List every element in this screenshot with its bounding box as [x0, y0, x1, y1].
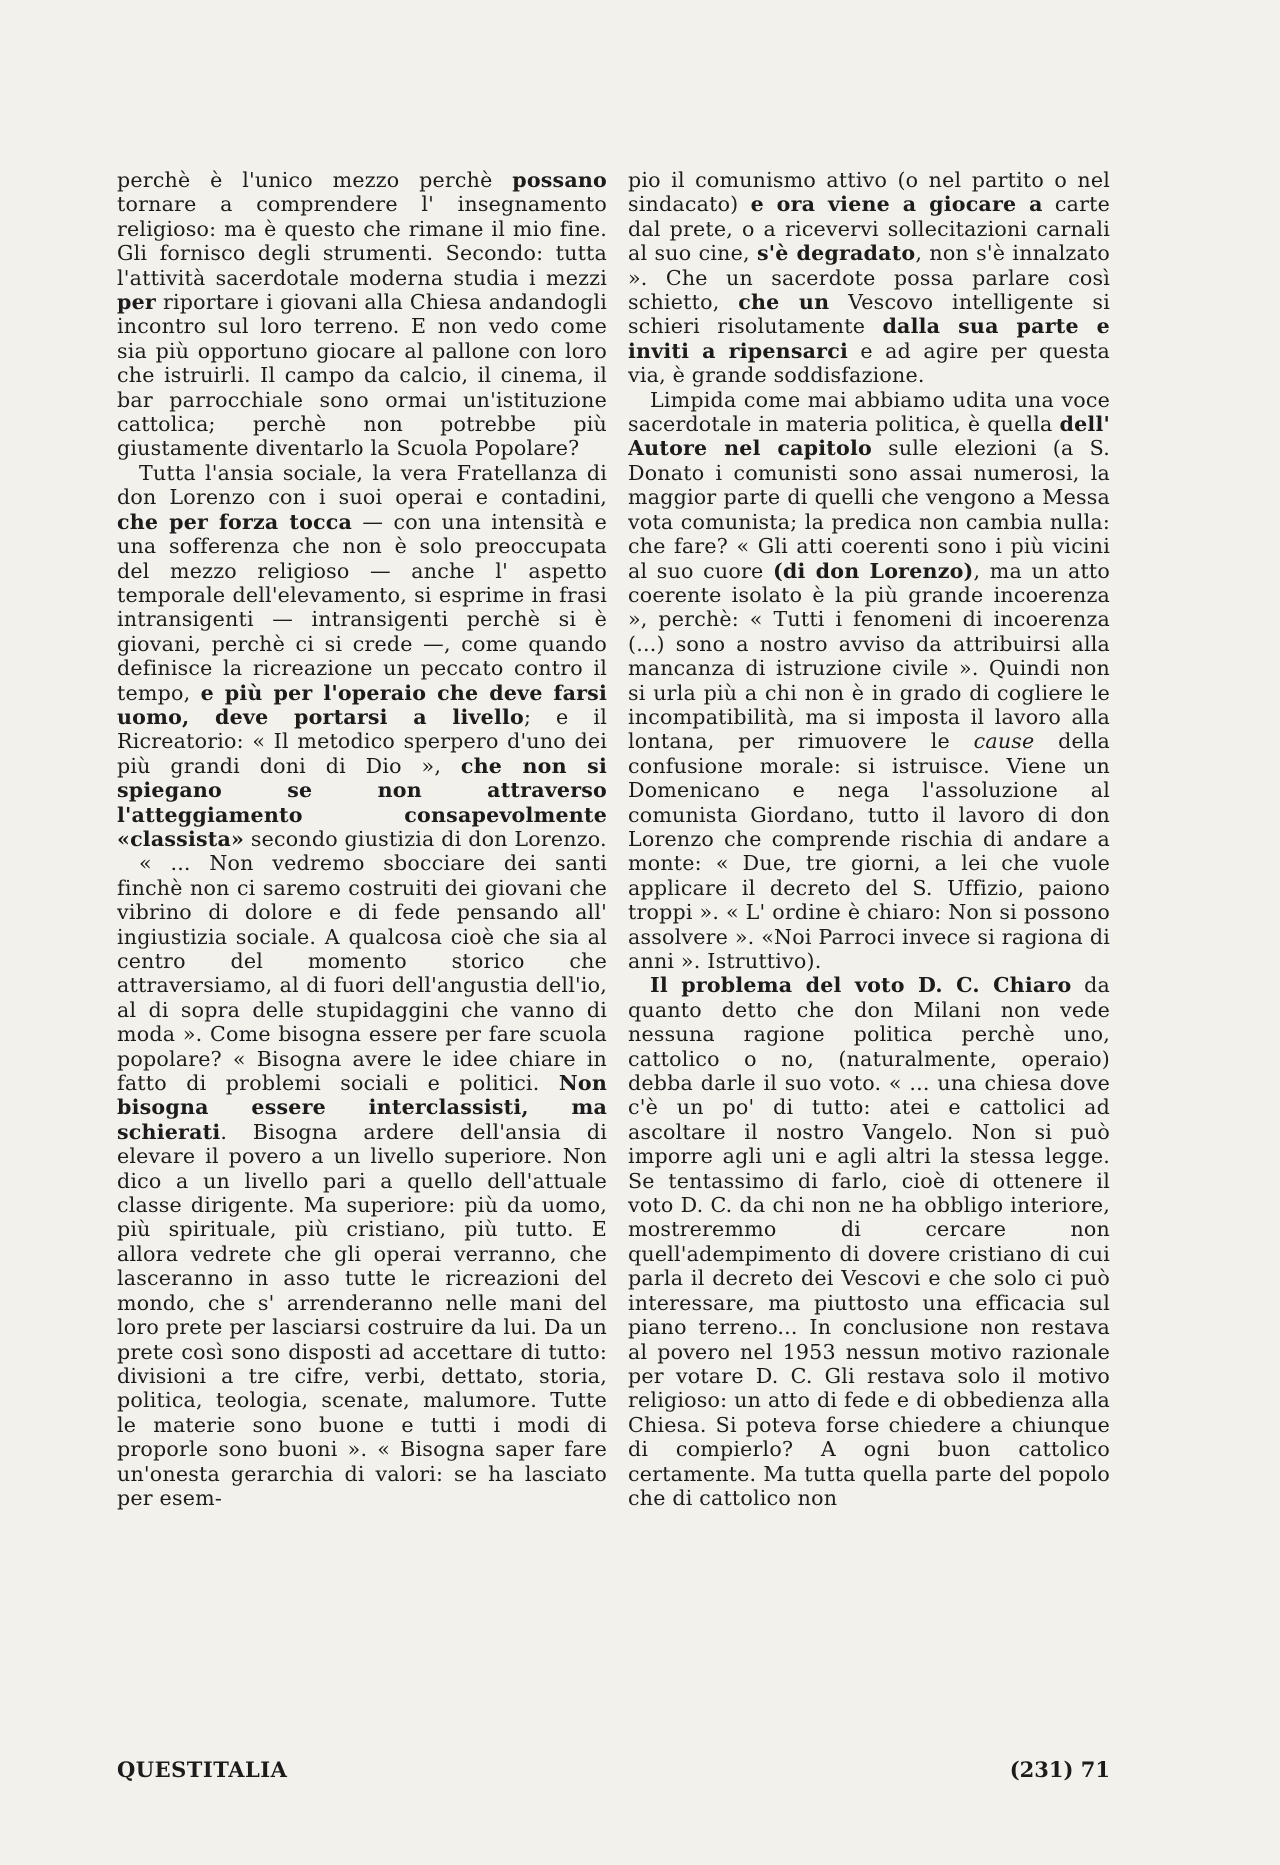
- paragraph: [117, 851, 607, 1510]
- text-run: — con una intensità e una sofferenza che non è solo preoccupata del mezzo religioso — anche l' aspetto temporale dell'elevamento, si esprime in frasi intransigenti — intransigenti perchè si è giovani, perchè ci si crede —, come quando definisce la ricreazione un peccato contro il tempo,: [117, 509, 607, 705]
- text-run: Limpida come mai abbiamo udita una voce sacerdotale in materia politica, è quella: [628, 387, 1110, 437]
- text-run: secondo giustizia di don Lorenzo.: [244, 826, 607, 851]
- text-run: cause: [973, 729, 1035, 754]
- text-run: che un: [738, 290, 830, 315]
- text-run: « ... Non vedremo sbocciare dei santi finchè non ci saremo costruiti dei giovani che vibrino di dolore e di fede pensando all' ingiustizia sociale. A qualcosa cioè che sia al centro del momento storico che attraversiamo, al di fuori dell'angustia dell'io, al di sopra delle stupidaggini che vanno di moda ». Come bisogna essere per fare scuola popolare? « Bisogna avere le idee chiare in fatto di problemi sociali e politici.: [117, 851, 607, 1096]
- text-run: Tutta l'ansia sociale, la vera Fratellanza di don Lorenzo con i suoi operai e contadini,: [117, 460, 607, 510]
- paragraph: [628, 388, 1110, 974]
- paragraph: [628, 168, 1110, 388]
- left-text-column: [117, 168, 607, 1668]
- text-run: e ad agire per questa via, è grande soddisfazione.: [628, 338, 1110, 388]
- text-run: , non s'è innalzato ». Che un sacerdote possa parlare così schietto,: [628, 241, 1110, 315]
- text-run: s'è degradato: [756, 241, 916, 266]
- text-run: . Bisogna ardere dell'ansia di elevare il povero a un livello superiore. Non dico a un livello pari a quello dell'attuale classe dirigente. Ma superiore: più da uomo, più spirituale, più cristiano, più tutto. E allora vedrete che gli operai verranno, che lasceranno in asso tutte le ricreazioni del mondo, che s' arrenderanno nelle mani del loro prete per lasciarsi costruire da lui. Da un prete così sono disposti ad accettare di tutto: divisioni a tre cifre, verbi, dettato, storia, politica, teologia, scenate, malumore. Tutte le materie sono buone e tutti i modi di proporle sono buoni ». « Bisogna saper fare un'onesta gerarchia di valori: se ha lasciato per esem-: [117, 1119, 607, 1510]
- text-run: riportare i giovani alla Chiesa andandogli incontro sul loro terreno. E non vedo come sia più opportuno giocare al pallone con loro che istruirli. Il campo da calcio, il cinema, il bar parrocchiale sono ormai un'istituzione cattolica; perchè non potrebbe più giustamente diventarlo la Scuola Popolare?: [117, 290, 607, 461]
- text-run: Vescovo intelligente si schieri risolutamente: [628, 290, 1110, 339]
- text-run: (di don Lorenzo): [772, 558, 974, 583]
- text-run: possano: [512, 168, 607, 192]
- text-run: dell' Autore nel capitolo: [628, 412, 1110, 461]
- text-run: e ora viene a giocare a: [750, 192, 1043, 217]
- text-run: , ma un atto coerente isolato è la più grande incoerenza », perchè: « Tutti i fenomeni di incoerenza (...) sono a nostro avviso da attribuirsi alla mancanza di istruzione civile ». Quindi non si urla più a chi non è in grado di cogliere le incompatibilità, ma si imposta il lavoro alla lontana, per rimuovere le: [628, 558, 1110, 754]
- text-run: della confusione morale: si istruisce. Viene un Domenicano e nega l'assoluzione al comunista Giordano, tutto il lavoro di don Lorenzo che comprende rischia di andare a monte: « Due, tre giorni, a lei che vuole applicare il decreto del S. Uffizio, paiono troppi ». « L' ordine è chiaro: Non si possono assolvere ». «Noi Parroci invece si ragiona di anni ». Istruttivo).: [628, 729, 1110, 973]
- paragraph: [117, 461, 607, 852]
- journal-name: QUESTITALIA: [117, 1757, 288, 1782]
- text-run: che per forza tocca: [117, 509, 353, 534]
- text-run: pio il comunismo attivo (o nel partito o nel sindacato): [628, 168, 1110, 217]
- text-run: che non si spiegano se non attraverso l'atteggiamento consapevolmente «classista»: [117, 753, 607, 851]
- text-run: Il problema del voto D. C. Chiaro: [650, 973, 1072, 998]
- text-run: ; e il Ricreatorio: « Il metodico sperpero d'uno dei più grandi doni di Dio »,: [117, 704, 607, 778]
- text-run: Non bisogna essere interclassisti, ma schierati: [117, 1071, 607, 1144]
- text-run: dalla sua parte e inviti a ripensarci: [628, 314, 1110, 363]
- text-run: tornare a comprendere l' insegnamento religioso: ma è questo che rimane il mio fine. Gli fornisco degli strumenti. Secondo: tutta l'attività sacerdotale moderna studia i mezzi: [117, 192, 607, 290]
- text-run: perchè è l'unico mezzo perchè: [117, 168, 513, 192]
- text-run: da quanto detto che don Milani non vede nessuna ragione politica perchè uno, cattolico o no, (naturalmente, operaio) debba darle il suo voto. « ... una chiesa dove c'è un po' di tutto: atei e cattolici ad ascoltare il nostro Vangelo. Non si può imporre agli uni e agli altri la stessa legge. Se tentassimo di farlo, cioè di ottenere il voto D. C. da chi non ne ha obbligo interiore, mostreremmo di cercare non quell'adempimento di dovere cristiano di cui parla il decreto dei Vescovi e che solo ci può interessare, ma piuttosto una efficacia sul piano terreno... In conclusione non restava al povero nel 1953 nessun motivo razionale per votare D. C. Gli restava solo il motivo religioso: un atto di fede e di obbedienza alla Chiesa. Si poteva forse chiedere a chiunque di compierlo? A ogni buon cattolico certamente. Ma tutta quella parte del popolo che di cattolico non: [628, 973, 1110, 1510]
- text-run: carte dal prete, o a ricevervi sollecitazioni carnali al suo cine,: [628, 192, 1110, 266]
- text-run: e più per l'operaio che deve farsi uomo, deve portarsi a livello: [117, 680, 607, 729]
- text-run: per: [117, 290, 156, 315]
- paragraph: [117, 168, 607, 461]
- page-number: (231) 71: [1009, 1757, 1110, 1782]
- right-text-column: [628, 168, 1110, 1668]
- paragraph: [628, 973, 1110, 1510]
- text-run: sulle elezioni (a S. Donato i comunisti sono assai numerosi, la maggior parte di quelli che vengono a Messa vota comunista; la predica non cambia nulla: che fare? « Gli atti coerenti sono i più vicini al suo cuore: [628, 436, 1110, 583]
